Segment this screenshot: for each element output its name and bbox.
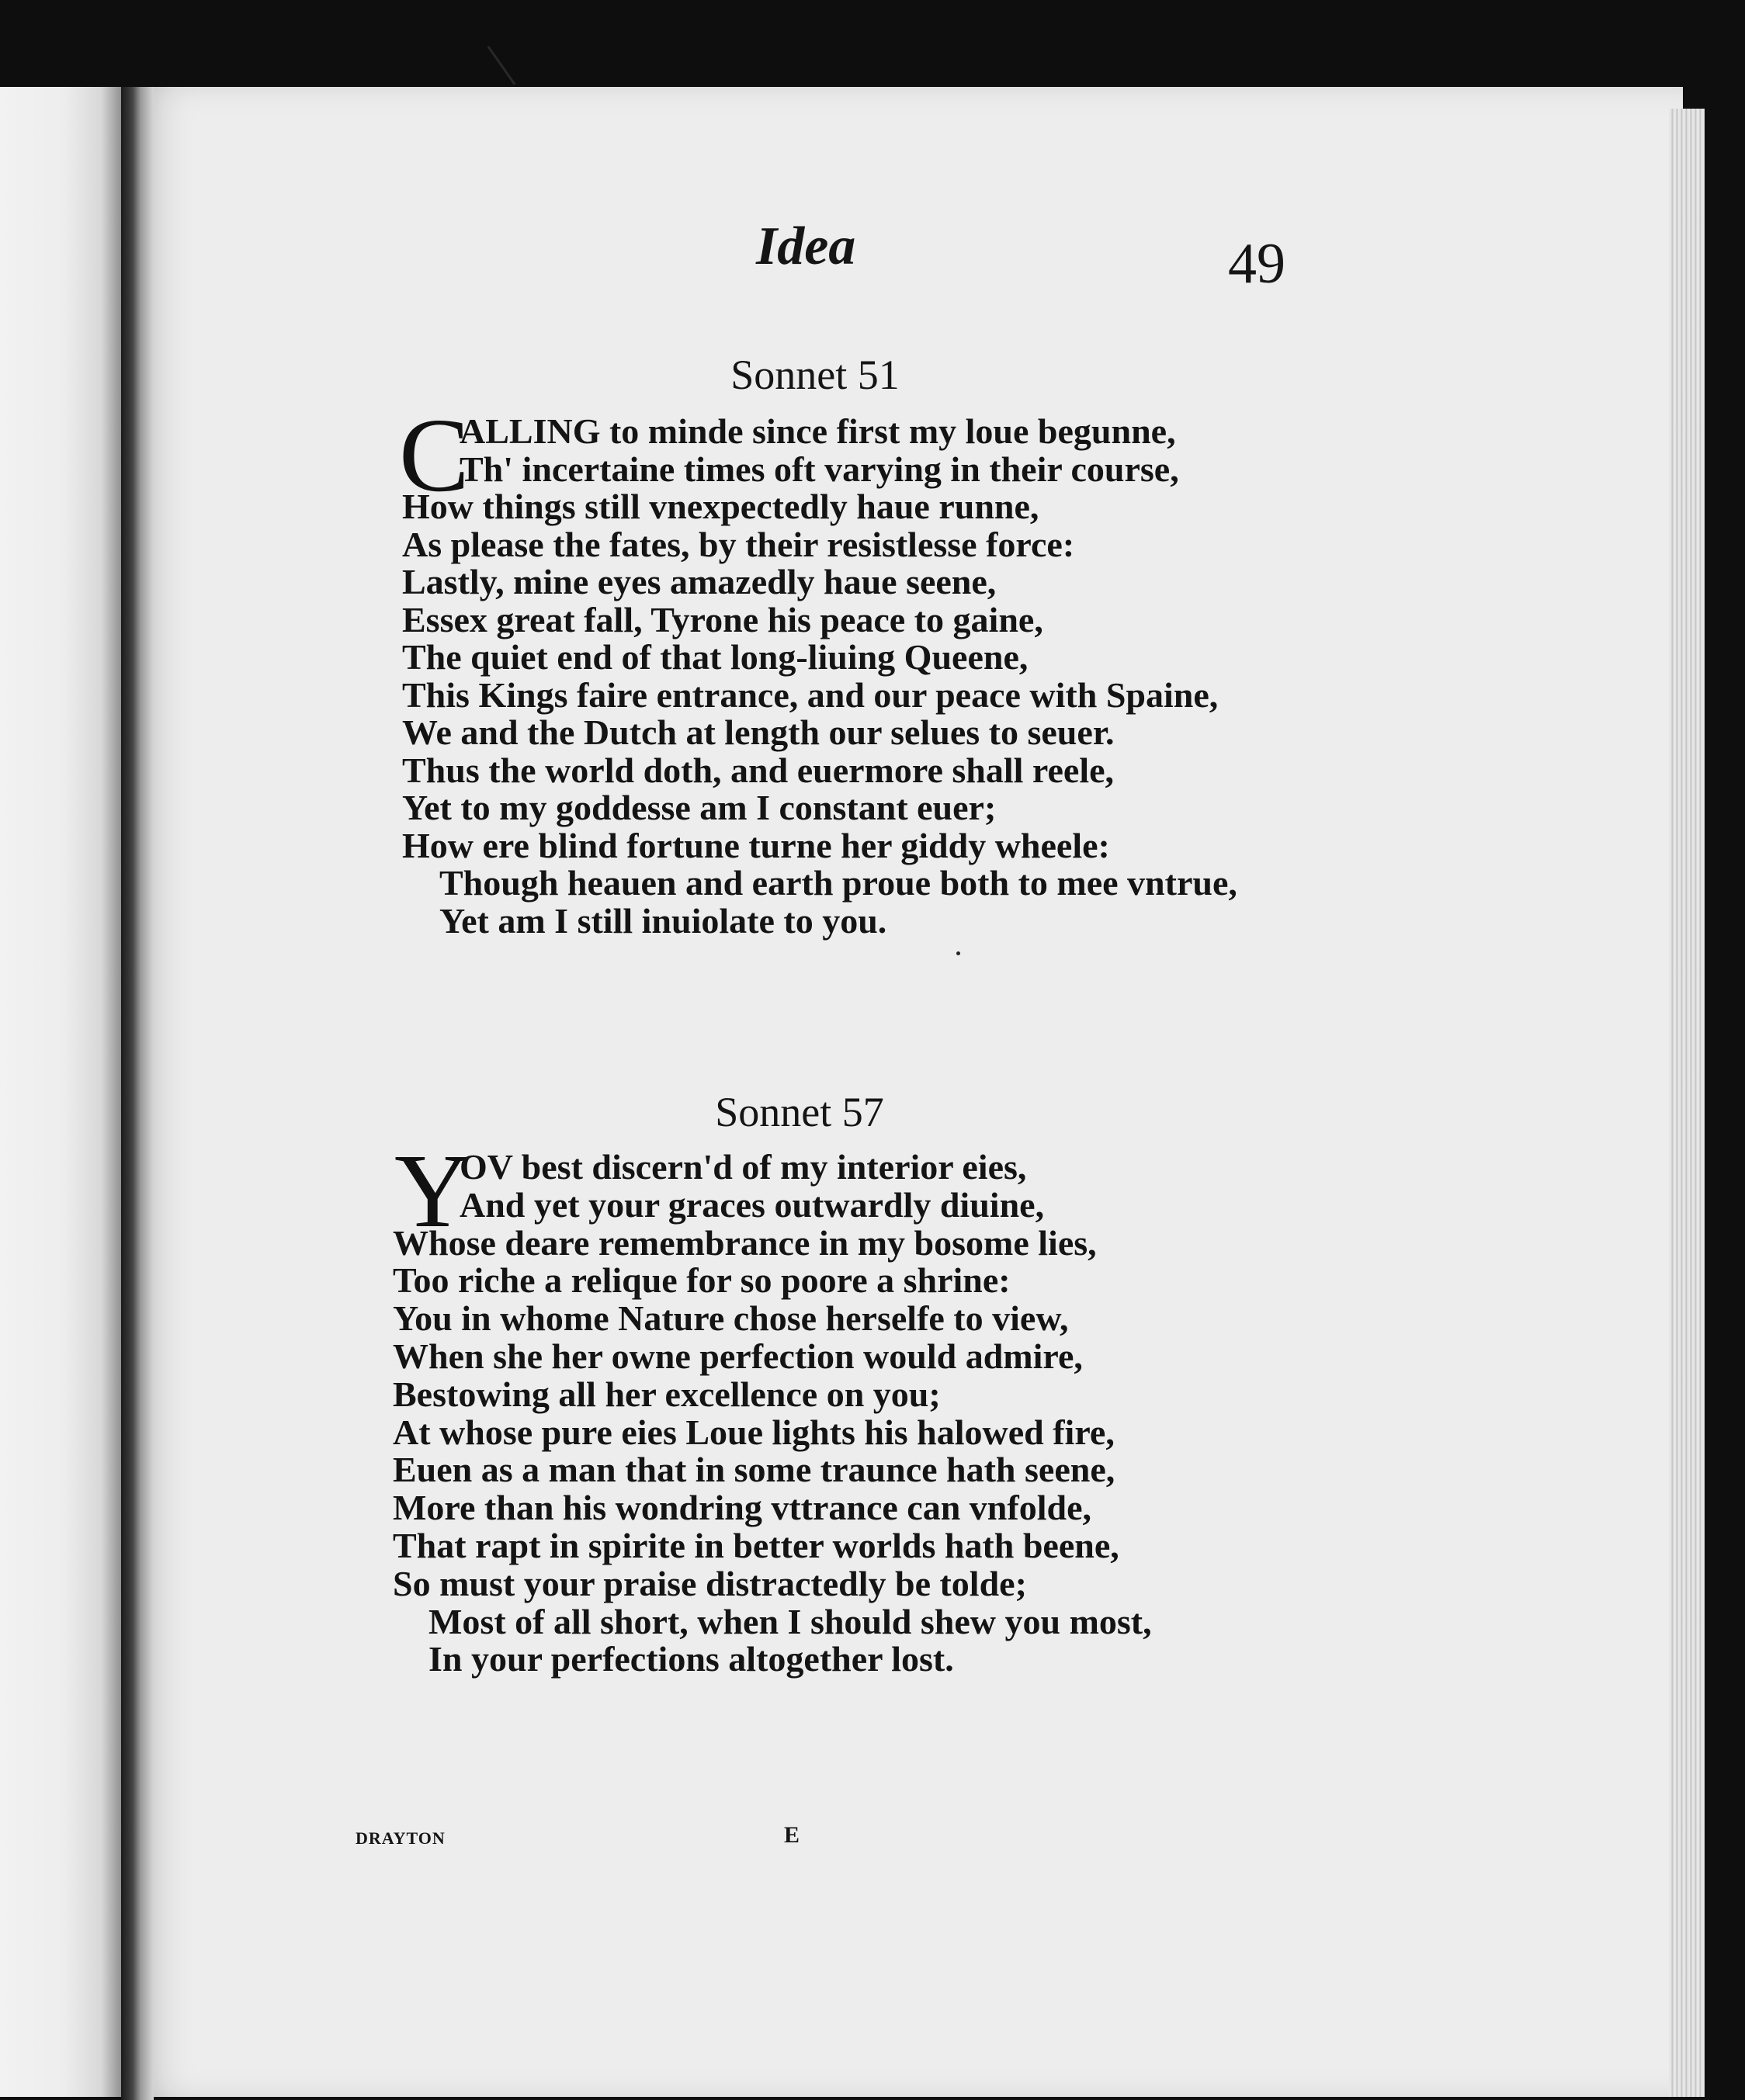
poem-line: More than his wondring vttrance can vnfolde, <box>393 1488 1091 1527</box>
poem-line: Yet am I still inuiolate to you. <box>439 901 887 941</box>
sonnet-heading: Sonnet 57 <box>715 1089 884 1135</box>
drop-cap: Y <box>394 1133 471 1249</box>
page-number: 49 <box>1228 232 1285 296</box>
poem-line: Lastly, mine eyes amazedly haue seene, <box>402 562 997 601</box>
poem-line: Euen as a man that in some traunce hath seene, <box>393 1450 1115 1489</box>
poem-line: So must your praise distractedly be tolde; <box>393 1564 1027 1603</box>
poem-line: As please the fates, by their resistlesse force: <box>402 525 1075 564</box>
sonnet-heading: Sonnet 51 <box>730 352 900 398</box>
poem-line: Whose deare remembrance in my bosome lies, <box>393 1223 1097 1263</box>
poem-line: Yet to my goddesse am I constant euer; <box>402 788 997 827</box>
poem-line: You in whome Nature chose herselfe to view, <box>393 1298 1069 1338</box>
poem-line: OV best discern'd of my interior eies, <box>460 1147 1027 1187</box>
binding-thread <box>487 23 548 85</box>
poem-line: Essex great fall, Tyrone his peace to gaine, <box>402 600 1043 639</box>
page-edges <box>1669 109 1705 2097</box>
poem-line: Thus the world doth, and euermore shall reele, <box>402 750 1115 790</box>
poem-line: That rapt in spirite in better worlds hath beene, <box>393 1526 1119 1565</box>
signature-mark-letter: E <box>784 1822 800 1848</box>
poem-line: Th' incertaine times oft varying in their course, <box>460 449 1179 489</box>
book-gutter <box>121 87 154 2100</box>
poem-line: Too riche a relique for so poore a shrine: <box>393 1260 1011 1300</box>
poem-line: When she her owne perfection would admire, <box>393 1336 1083 1376</box>
poem-line: We and the Dutch at length our selues to seuer. <box>402 712 1115 752</box>
poem-line: The quiet end of that long-liuing Queene, <box>402 637 1029 677</box>
poem-line: At whose pure eies Loue lights his halowed fire, <box>393 1412 1115 1452</box>
poem-line: And yet your graces outwardly diuine, <box>460 1185 1045 1225</box>
signature-mark-author: DRAYTON <box>356 1828 446 1848</box>
poem-line: This Kings faire entrance, and our peace with Spaine, <box>402 675 1219 715</box>
poem-line: Bestowing all her excellence on you; <box>393 1374 941 1414</box>
poem-line: How things still vnexpectedly haue runne, <box>402 487 1039 526</box>
poem-line: ALLING to minde since first my loue begunne, <box>460 411 1176 451</box>
poem-line: In your perfections altogether lost. <box>428 1639 954 1679</box>
running-title: Idea <box>756 217 856 276</box>
poem-line: Most of all short, when I should shew you most, <box>428 1602 1152 1641</box>
poem-line: How ere blind fortune turne her giddy wheele: <box>402 826 1110 865</box>
left-page-edge <box>0 87 130 2097</box>
drop-cap: C <box>399 397 470 514</box>
ink-speck <box>956 951 960 955</box>
poem-line: Though heauen and earth proue both to mee vntrue, <box>439 863 1237 903</box>
